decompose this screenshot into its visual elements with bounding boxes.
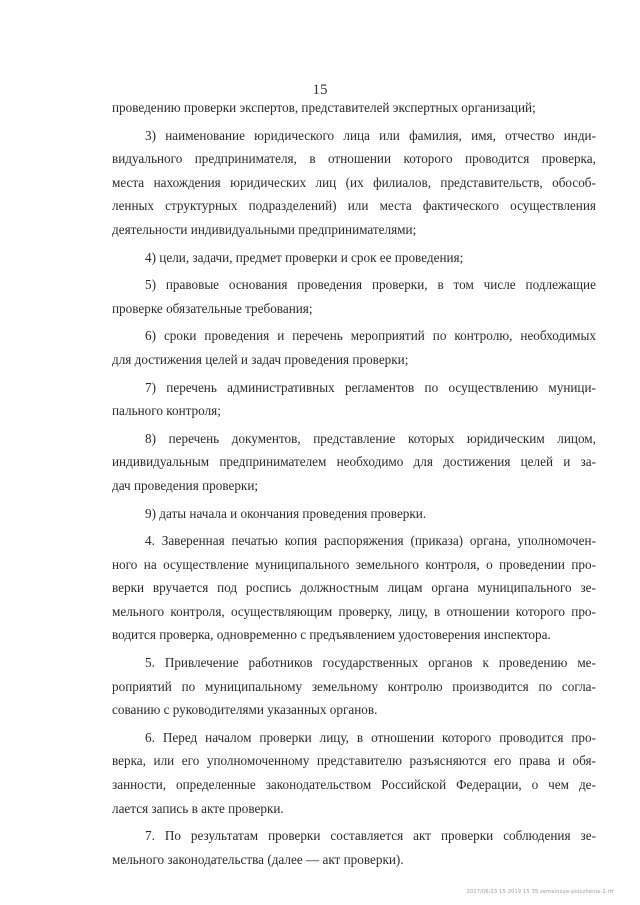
text-line: сованию с руководителями указанных органов.	[112, 702, 378, 718]
text-line: занности, определенные законодательством Российской Федерации, о чем де-	[112, 777, 596, 793]
text-line: лается запись в акте проверки.	[112, 800, 284, 816]
text-line: 6. Перед началом проверки лицу, в отношении которого проводится про-	[145, 729, 596, 745]
text-line: 8) перечень документов, представление которых юридическим лицом,	[145, 430, 596, 446]
text-line: деятельности индивидуальными предпринимателями;	[112, 221, 417, 237]
text-line: 6) сроки проведения и перечень мероприятий по контролю, необходимых	[145, 328, 596, 344]
document-body	[112, 96, 596, 871]
text-line: пального контроля;	[112, 403, 221, 419]
text-line: проведению проверки экспертов, представителей экспертных организаций;	[112, 100, 536, 115]
text-line: роприятий по муниципальному земельному контролю производится по согла-	[112, 678, 596, 694]
text-line: индивидуальным предпринимателем необходимо для достижения целей и за-	[112, 454, 596, 470]
text-line: 5. Привлечение работников государственных органов к проведению ме-	[145, 655, 596, 671]
text-line: 7. По результатам проверки составляется акт проверки соблюдения зе-	[145, 828, 596, 844]
text-line: 4) цели, задачи, предмет проверки и срок ее проведения;	[145, 249, 464, 265]
page-number: 15	[312, 82, 328, 98]
text-line: для достижения целей и задач проведения проверки;	[112, 351, 409, 367]
text-line: ного на осуществление муниципального земельного контроля, о проведении про-	[112, 556, 596, 572]
text-line: верки вручается под роспись должностным лицам органа муниципального зе-	[112, 580, 596, 596]
text-line: 4. Заверенная печатью копия распоряжения (приказа) органа, уполномочен-	[145, 533, 596, 549]
text-line: дач проведения проверки;	[112, 477, 259, 493]
text-line: 7) перечень административных регламентов по осуществлению муници-	[145, 379, 596, 395]
text-line: мельного законодательства (далее — акт проверки).	[112, 851, 404, 867]
text-line: проверке обязательные требования;	[112, 300, 313, 316]
text-line: 5) правовые основания проведения проверки, в том числе подлежащие	[145, 277, 596, 293]
text-line: мельного контроля, осуществляющим проверку, лицу, в отношении которого про-	[112, 603, 596, 619]
text-line: ленных структурных подразделений) или места фактического осуществления	[112, 198, 596, 214]
text-line: места нахождения юридических лиц (их филиалов, представительств, обособ-	[112, 174, 596, 190]
text-line: верка, или его уполномоченному представителю разъясняются его права и обя-	[112, 753, 596, 769]
text-line: 9) даты начала и окончания проведения проверки.	[145, 505, 427, 521]
text-line: 3) наименование юридического лица или фамилия, имя, отчество инди-	[145, 127, 596, 143]
text-line: водится проверка, одновременно с предъявлением удостоверения инспектора.	[112, 627, 551, 643]
text-line: видуального предпринимателя, в отношении которого проводится проверка,	[112, 151, 596, 167]
footer-stamp: 2017/06/23 15 2019 15 35 zemelnoye-polozhenie-2.rtf	[466, 889, 614, 895]
